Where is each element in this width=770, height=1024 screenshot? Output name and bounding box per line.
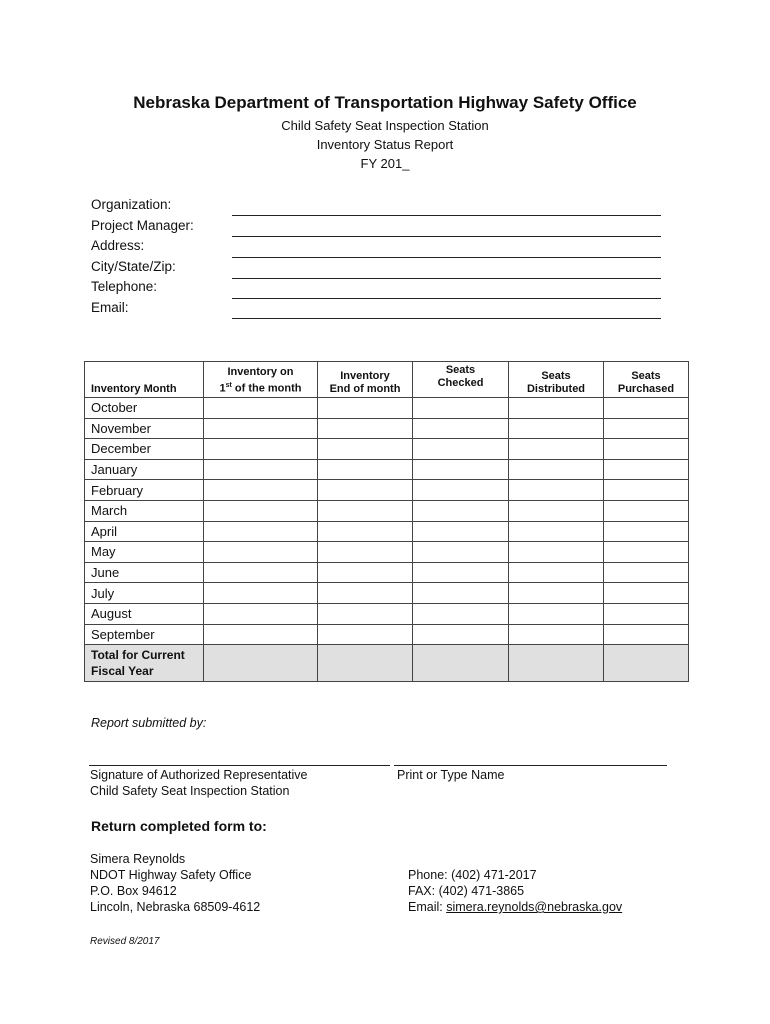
value-cell[interactable] — [604, 603, 689, 624]
value-cell[interactable] — [413, 624, 509, 645]
month-cell: October — [85, 398, 204, 419]
signature-field[interactable] — [89, 765, 390, 766]
value-cell[interactable] — [413, 459, 509, 480]
contact-email-row — [408, 900, 622, 914]
value-cell[interactable] — [509, 542, 604, 563]
value-cell[interactable] — [318, 439, 413, 460]
report-submitted-label: Report submitted by: — [91, 716, 207, 730]
month-cell: February — [85, 480, 204, 501]
table-row — [85, 603, 689, 624]
value-cell[interactable] — [204, 562, 318, 583]
inventory-table — [84, 361, 689, 682]
value-cell[interactable] — [318, 542, 413, 563]
total-value-cell[interactable] — [318, 645, 413, 682]
contact-phone: Phone: (402) 471-2017 — [408, 868, 537, 882]
table-row — [85, 398, 689, 419]
value-cell[interactable] — [318, 459, 413, 480]
table-row — [85, 480, 689, 501]
table-row — [85, 624, 689, 645]
contact-email-link[interactable]: simera.reynolds@nebraska.gov — [446, 900, 623, 914]
value-cell[interactable] — [604, 480, 689, 501]
contact-email-label: Email: — [408, 900, 447, 914]
value-cell[interactable] — [509, 480, 604, 501]
value-cell[interactable] — [413, 603, 509, 624]
value-cell[interactable] — [318, 480, 413, 501]
value-cell[interactable] — [604, 562, 689, 583]
revised-note: Revised 8/2017 — [90, 936, 160, 947]
value-cell[interactable] — [604, 542, 689, 563]
value-cell[interactable] — [318, 398, 413, 419]
return-heading: Return completed form to: — [91, 818, 267, 834]
value-cell[interactable] — [204, 624, 318, 645]
value-cell[interactable] — [318, 521, 413, 542]
header-seats-checked: Seats Checked — [413, 362, 509, 398]
header-inventory-end: Inventory End of month — [318, 362, 413, 398]
table-row — [85, 542, 689, 563]
month-cell: July — [85, 583, 204, 604]
city-state-zip-label: City/State/Zip: — [91, 259, 176, 274]
value-cell[interactable] — [318, 500, 413, 521]
table-header-row — [85, 362, 689, 398]
month-cell: June — [85, 562, 204, 583]
subtitle-report: Inventory Status Report — [316, 137, 454, 152]
value-cell[interactable] — [413, 439, 509, 460]
month-cell: March — [85, 500, 204, 521]
total-label-line2: Fiscal Year — [91, 664, 154, 679]
print-name-field[interactable] — [394, 765, 667, 766]
total-row — [85, 645, 689, 682]
contact-name: Simera Reynolds — [90, 852, 186, 866]
total-value-cell[interactable] — [204, 645, 318, 682]
month-cell: April — [85, 521, 204, 542]
value-cell[interactable] — [413, 500, 509, 521]
value-cell[interactable] — [413, 542, 509, 563]
subtitle-station: Child Safety Seat Inspection Station — [281, 118, 489, 133]
table-row — [85, 439, 689, 460]
value-cell[interactable] — [204, 439, 318, 460]
contact-fax: FAX: (402) 471-3865 — [408, 884, 525, 898]
value-cell[interactable] — [509, 583, 604, 604]
value-cell[interactable] — [413, 480, 509, 501]
value-cell[interactable] — [509, 418, 604, 439]
value-cell[interactable] — [204, 542, 318, 563]
value-cell[interactable] — [509, 521, 604, 542]
organization-field[interactable] — [232, 215, 661, 216]
header-seats-distributed: Seats Distributed — [509, 362, 604, 398]
table-row — [85, 418, 689, 439]
value-cell[interactable] — [204, 398, 318, 419]
value-cell[interactable] — [204, 603, 318, 624]
value-cell[interactable] — [413, 562, 509, 583]
month-cell: May — [85, 542, 204, 563]
value-cell[interactable] — [604, 439, 689, 460]
value-cell[interactable] — [318, 562, 413, 583]
total-label-line1: Total for Current — [91, 648, 185, 663]
address-field[interactable] — [232, 257, 661, 258]
month-cell: September — [85, 624, 204, 645]
header-inventory-month: Inventory Month — [85, 362, 204, 398]
value-cell[interactable] — [604, 500, 689, 521]
month-cell: August — [85, 603, 204, 624]
value-cell[interactable] — [204, 521, 318, 542]
value-cell[interactable] — [318, 603, 413, 624]
telephone-field[interactable] — [232, 298, 661, 299]
project-manager-field[interactable] — [232, 236, 661, 237]
telephone-label: Telephone: — [91, 279, 158, 294]
month-cell: January — [85, 459, 204, 480]
table-row — [85, 459, 689, 480]
value-cell[interactable] — [509, 398, 604, 419]
value-cell[interactable] — [318, 624, 413, 645]
value-cell[interactable] — [318, 583, 413, 604]
value-cell[interactable] — [604, 583, 689, 604]
table-row — [85, 521, 689, 542]
header-inventory-first: Inventory on 1st of the month — [204, 362, 318, 398]
value-cell[interactable] — [509, 562, 604, 583]
subtitle-fiscal-year: FY 201_ — [360, 156, 410, 171]
value-cell[interactable] — [604, 459, 689, 480]
month-cell: December — [85, 439, 204, 460]
address-label: Address: — [91, 238, 145, 253]
email-field[interactable] — [232, 318, 661, 319]
header-seats-purchased: Seats Purchased — [604, 362, 689, 398]
value-cell[interactable] — [413, 418, 509, 439]
page-title: Nebraska Department of Transportation Highway Safety Office — [133, 93, 637, 112]
value-cell[interactable] — [509, 500, 604, 521]
signature-label: Signature of Authorized Representative — [90, 768, 308, 782]
value-cell[interactable] — [604, 521, 689, 542]
total-label-cell — [85, 645, 204, 682]
contact-po-box: P.O. Box 94612 — [90, 884, 177, 898]
value-cell[interactable] — [413, 521, 509, 542]
table-row — [85, 583, 689, 604]
print-name-label: Print or Type Name — [397, 768, 505, 782]
value-cell[interactable] — [318, 418, 413, 439]
organization-label: Organization: — [91, 197, 172, 212]
contact-city: Lincoln, Nebraska 68509-4612 — [90, 900, 261, 914]
value-cell[interactable] — [509, 439, 604, 460]
station-label: Child Safety Seat Inspection Station — [90, 784, 290, 798]
value-cell[interactable] — [604, 624, 689, 645]
city-state-zip-field[interactable] — [232, 278, 661, 279]
total-value-cell[interactable] — [413, 645, 509, 682]
value-cell[interactable] — [204, 480, 318, 501]
value-cell[interactable] — [204, 418, 318, 439]
value-cell[interactable] — [509, 459, 604, 480]
value-cell[interactable] — [413, 583, 509, 604]
table-row — [85, 500, 689, 521]
table-row — [85, 562, 689, 583]
total-value-cell[interactable] — [604, 645, 689, 682]
value-cell[interactable] — [204, 459, 318, 480]
value-cell[interactable] — [204, 500, 318, 521]
total-value-cell[interactable] — [509, 645, 604, 682]
value-cell[interactable] — [204, 583, 318, 604]
value-cell[interactable] — [509, 603, 604, 624]
value-cell[interactable] — [604, 418, 689, 439]
value-cell[interactable] — [604, 398, 689, 419]
value-cell[interactable] — [413, 398, 509, 419]
email-label: Email: — [91, 300, 129, 315]
month-cell: November — [85, 418, 204, 439]
contact-office: NDOT Highway Safety Office — [90, 868, 252, 882]
value-cell[interactable] — [509, 624, 604, 645]
project-manager-label: Project Manager: — [91, 218, 194, 233]
